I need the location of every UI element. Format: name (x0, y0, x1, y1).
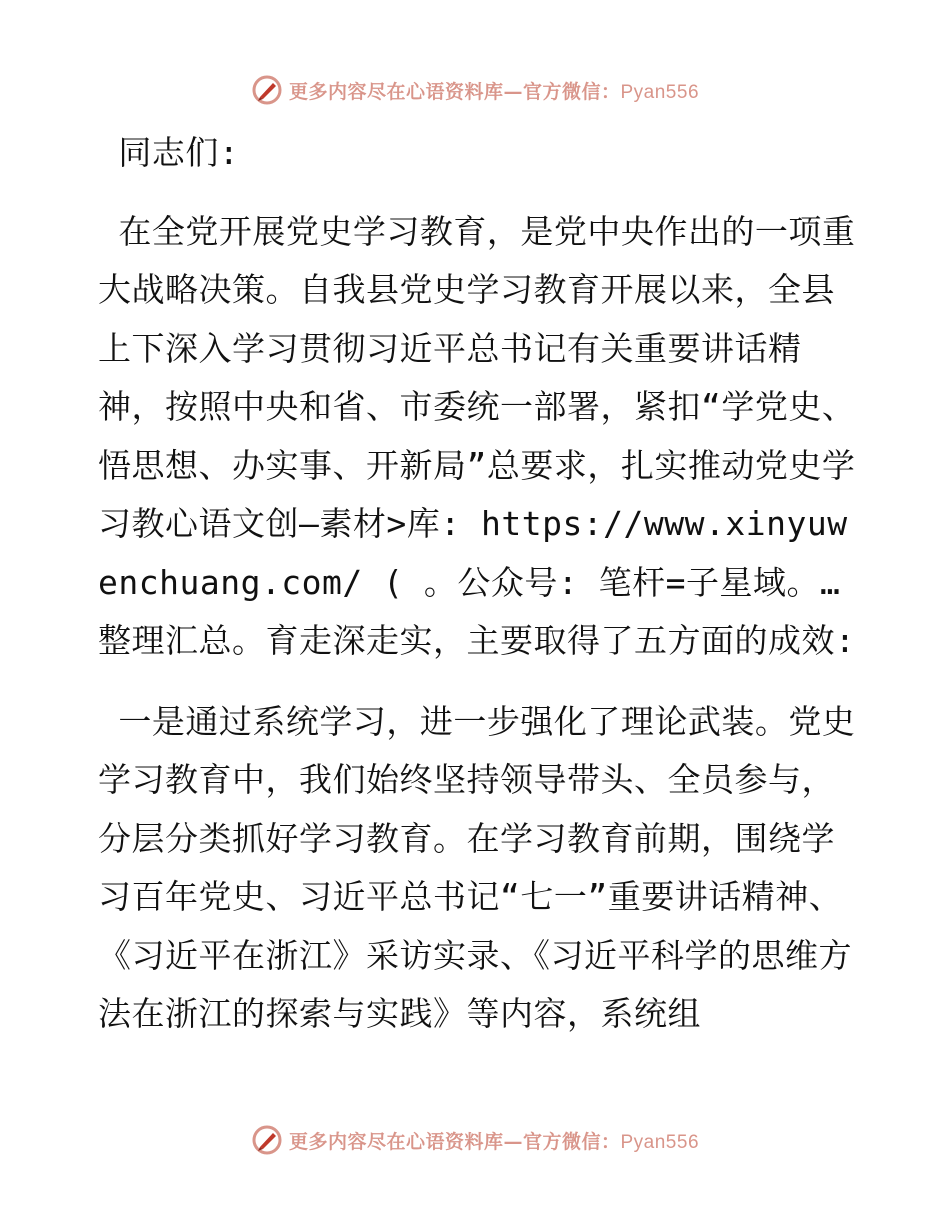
document-body (98, 124, 858, 1044)
paragraph-first-point: 一是通过系统学习，进一步强化了理论武装。党史学习教育中，我们始终坚持领导带头、全员参与，分层分类抓好学习教育。在学习教育前期，围绕学习百年党史、习近平总书记“七一”重要讲话精神、《习近平在浙江》采访实录、《习近平科学的思维方法在浙江的探索与实践》等内容，系统组 (98, 701, 856, 1033)
header-watermark (0, 70, 950, 110)
watermark-text: 更多内容尽在心语资料库—官方微信：Pyan556 (288, 1130, 700, 1153)
watermark-text: 更多内容尽在心语资料库—官方微信：Pyan556 (288, 80, 700, 103)
pen-logo-icon (251, 1124, 283, 1156)
pen-logo-icon (251, 74, 283, 106)
footer-watermark (0, 1120, 950, 1160)
paragraph-intro: 在全党开展党史学习教育，是党中央作出的一项重大战略决策。自我县党史学习教育开展以来，全县上下深入学习贯彻习近平总书记有关重要讲话精神，按照中央和省、市委统一部署，紧扣“学党史、悟思想、办实事、开新局”总要求，扎实推动党史学习教心语文创—素材>库: https://www.xinyuwenchuang.com/ ( 。公众号: 笔杆=子星域。…整理汇总。育走深走实，主要取得了五方面的成效: (98, 211, 856, 660)
salutation: 同志们: (98, 133, 240, 172)
